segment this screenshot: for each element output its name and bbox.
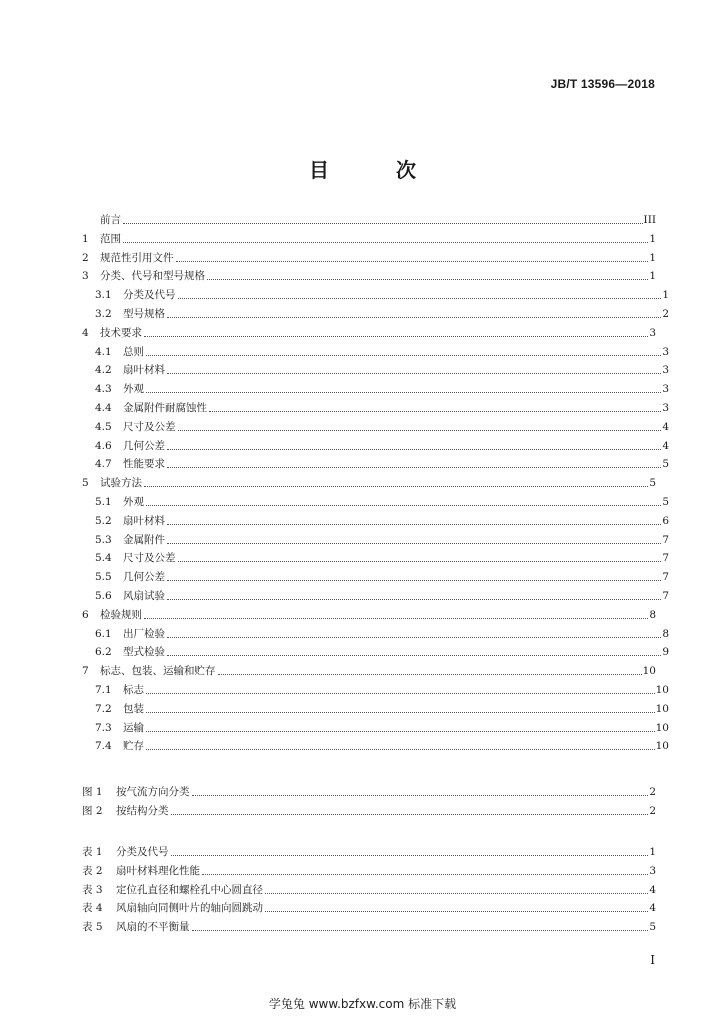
entry-number: 5.4	[95, 552, 112, 565]
dot-leader	[146, 504, 661, 506]
entry-number: 5.2	[95, 514, 112, 527]
entry-number: 5.3	[95, 533, 112, 546]
entry-label: 按结构分类	[116, 804, 169, 817]
page-number: I	[650, 953, 655, 967]
entry-number: 5	[82, 477, 89, 490]
entry-label: 尺寸及公差	[123, 552, 176, 565]
dot-leader	[178, 429, 662, 431]
entry-label: 出厂检验	[123, 627, 165, 640]
toc-entry[interactable]	[82, 587, 669, 603]
table-entry[interactable]	[82, 918, 656, 934]
toc-entry[interactable]	[82, 549, 669, 565]
entry-page: 1	[649, 846, 656, 858]
footer-watermark-text: 学兔兔 www.bzfxw.com 标准下载	[268, 997, 457, 1011]
entry-number: 5.6	[95, 590, 112, 602]
entry-page: 8	[662, 627, 669, 640]
entry-number: 7.3	[95, 721, 112, 734]
entry-page: 7	[662, 533, 669, 546]
toc-entry[interactable]	[82, 286, 669, 302]
toc-entry[interactable]	[82, 606, 656, 622]
entry-label: 性能要求	[123, 458, 165, 471]
entry-label: 定位孔直径和螺栓孔中心圆直径	[116, 883, 263, 896]
entry-page: 1	[662, 289, 669, 302]
toc-entry[interactable]	[82, 437, 669, 453]
dot-leader	[167, 542, 661, 544]
entry-label: 标志、包装、运输和贮存	[100, 665, 216, 678]
entry-number: 2	[82, 251, 89, 264]
entry-number: 表 3	[82, 883, 103, 896]
entry-label: 贮存	[123, 740, 144, 753]
dot-leader	[265, 910, 648, 912]
dot-leader	[218, 673, 642, 675]
dot-leader	[167, 372, 661, 374]
entry-label: 扇叶材料理化性能	[116, 864, 200, 877]
figure-entry[interactable]	[82, 802, 656, 818]
dot-leader	[167, 316, 661, 318]
entry-page: 10	[655, 721, 669, 734]
dot-leader	[178, 297, 662, 299]
entry-page: 8	[649, 608, 656, 621]
dot-leader	[265, 892, 648, 894]
dot-leader	[167, 448, 661, 450]
toc-entry[interactable]	[82, 249, 656, 265]
entry-number: 5.1	[95, 496, 112, 508]
entry-page: 1	[649, 232, 656, 245]
entry-number: 3.1	[95, 289, 112, 302]
entry-number: 7	[82, 665, 89, 678]
toc-entry[interactable]	[82, 324, 656, 340]
dot-leader	[167, 598, 661, 600]
entry-number: 4.7	[95, 458, 112, 471]
entry-page: 3	[649, 864, 656, 877]
toc-entry[interactable]	[82, 719, 669, 735]
entry-page: 5	[649, 921, 656, 934]
dot-leader	[207, 278, 648, 280]
entry-page: 5	[662, 458, 669, 471]
dot-leader	[123, 222, 643, 224]
entry-page: 10	[642, 665, 656, 678]
toc-entry[interactable]	[82, 737, 669, 753]
toc-entry[interactable]	[82, 700, 669, 716]
dot-leader	[144, 335, 648, 337]
dot-leader	[144, 485, 648, 487]
figure-entry[interactable]	[82, 783, 656, 799]
entry-number: 7.4	[95, 740, 112, 753]
entry-page: 10	[655, 684, 669, 696]
entry-page: 6	[662, 514, 669, 527]
entry-label: 检验规则	[100, 608, 142, 621]
entry-page: III	[643, 214, 656, 226]
toc-entry[interactable]	[82, 361, 669, 377]
entry-page: 4	[662, 420, 669, 433]
entry-number: 6	[82, 608, 89, 621]
dot-leader	[192, 794, 649, 796]
entry-label: 风扇试验	[123, 590, 165, 602]
toc-entry[interactable]	[82, 531, 669, 547]
entry-page: 9	[662, 646, 669, 659]
entry-number: 3	[82, 270, 89, 283]
toc-entry[interactable]	[82, 474, 656, 490]
entry-number: 表 4	[82, 902, 103, 915]
entry-number: 5.5	[95, 571, 112, 584]
dot-leader	[146, 692, 655, 694]
dot-leader	[167, 466, 661, 468]
entry-number: 1	[82, 232, 89, 245]
entry-label: 分类及代号	[123, 289, 176, 302]
entry-label: 扇叶材料	[123, 514, 165, 527]
entry-page: 4	[649, 883, 656, 896]
entry-number: 6.2	[95, 646, 112, 659]
entry-page: 5	[662, 496, 669, 508]
table-entry[interactable]	[82, 899, 656, 915]
toc-entry[interactable]	[82, 230, 656, 246]
entry-label: 试验方法	[100, 477, 142, 490]
entry-number: 4.6	[95, 439, 112, 452]
toc-entry[interactable]	[82, 267, 656, 283]
entry-page: 3	[662, 402, 669, 414]
dot-leader	[167, 654, 661, 656]
entry-page: 5	[649, 477, 656, 490]
entry-label: 风扇的不平衡量	[116, 921, 190, 934]
dot-leader	[146, 730, 655, 732]
entry-number: 4.4	[95, 402, 112, 414]
entry-label: 分类及代号	[116, 846, 169, 858]
toc-entry[interactable]	[82, 643, 669, 659]
dot-leader	[167, 523, 661, 525]
toc-entry[interactable]	[82, 211, 656, 227]
entry-label: 几何公差	[123, 439, 165, 452]
entry-page: 2	[649, 804, 656, 817]
toc-entry[interactable]	[82, 305, 669, 321]
toc-entry[interactable]	[82, 625, 669, 641]
entry-number: 4.5	[95, 420, 112, 433]
entry-label: 标志	[123, 684, 144, 696]
entry-label: 技术要求	[100, 326, 142, 339]
toc-entry[interactable]	[82, 512, 669, 528]
entry-label: 风扇轴向同侧叶片的轴向圆跳动	[116, 902, 263, 915]
dot-leader	[171, 854, 649, 856]
entry-label: 型号规格	[123, 308, 165, 320]
toc-entry[interactable]	[82, 343, 669, 359]
dot-leader	[123, 241, 648, 243]
entry-page: 1	[649, 251, 656, 264]
entry-label: 外观	[123, 383, 144, 396]
entry-page: 3	[662, 383, 669, 396]
entry-page: 3	[649, 326, 656, 339]
dot-leader	[192, 929, 649, 931]
entry-page: 3	[662, 345, 669, 358]
toc-entry[interactable]	[82, 418, 669, 434]
dot-leader	[178, 560, 662, 562]
entry-label: 尺寸及公差	[123, 420, 176, 433]
dot-leader	[146, 391, 661, 393]
toc-entry[interactable]	[82, 493, 669, 509]
entry-number: 4.2	[95, 364, 112, 377]
entry-page: 4	[649, 902, 656, 915]
entry-number: 4.3	[95, 383, 112, 396]
toc-entry[interactable]	[82, 662, 656, 678]
dot-leader	[202, 873, 648, 875]
entry-label: 前言	[100, 214, 121, 226]
entry-page: 7	[662, 571, 669, 584]
entry-label: 分类、代号和型号规格	[100, 270, 205, 283]
entry-label: 金属附件	[123, 533, 165, 546]
page-title: 目 次	[309, 158, 446, 182]
entry-number: 7.1	[95, 684, 112, 696]
entry-label: 总则	[123, 345, 144, 358]
entry-number: 表 1	[82, 846, 103, 858]
toc-entry[interactable]	[82, 455, 669, 471]
dot-leader	[144, 617, 648, 619]
entry-label: 按气流方向分类	[116, 786, 190, 798]
entry-number: 4.1	[95, 345, 112, 358]
entry-number: 6.1	[95, 627, 112, 640]
entry-page: 10	[655, 702, 669, 715]
entry-number: 图 2	[82, 804, 103, 817]
entry-page: 4	[662, 439, 669, 452]
entry-page: 2	[649, 786, 656, 798]
entry-page: 2	[662, 308, 669, 320]
entry-label: 几何公差	[123, 571, 165, 584]
entry-page: 1	[649, 270, 656, 283]
entry-label: 扇叶材料	[123, 364, 165, 377]
dot-leader	[167, 636, 661, 638]
entry-label: 包装	[123, 702, 144, 715]
entry-number: 图 1	[82, 786, 103, 798]
entry-page: 7	[662, 552, 669, 565]
dot-leader	[209, 410, 661, 412]
standard-code: JB/T 13596—2018	[550, 77, 655, 91]
entry-label: 规范性引用文件	[100, 251, 174, 264]
entry-number: 7.2	[95, 702, 112, 715]
entry-number: 3.2	[95, 308, 112, 320]
toc-entry[interactable]	[82, 399, 669, 415]
dot-leader	[171, 813, 649, 815]
toc-entry[interactable]	[82, 380, 669, 396]
entry-label: 运输	[123, 721, 144, 734]
entry-number: 表 5	[82, 921, 103, 934]
entry-label: 型式检验	[123, 646, 165, 659]
dot-leader	[176, 260, 649, 262]
table-entry[interactable]	[82, 881, 656, 897]
entry-page: 7	[662, 590, 669, 602]
dot-leader	[146, 354, 661, 356]
entry-label: 金属附件耐腐蚀性	[123, 402, 207, 414]
table-entry[interactable]	[82, 843, 656, 859]
entry-label: 外观	[123, 496, 144, 508]
dot-leader	[167, 579, 661, 581]
dot-leader	[146, 711, 655, 713]
toc-entry[interactable]	[82, 681, 669, 697]
toc-entry[interactable]	[82, 568, 669, 584]
entry-label: 范围	[100, 232, 121, 245]
dot-leader	[146, 748, 655, 750]
entry-number: 4	[82, 326, 89, 339]
entry-number: 表 2	[82, 864, 103, 877]
entry-page: 3	[662, 364, 669, 377]
table-entry[interactable]	[82, 862, 656, 878]
entry-page: 10	[655, 740, 669, 753]
